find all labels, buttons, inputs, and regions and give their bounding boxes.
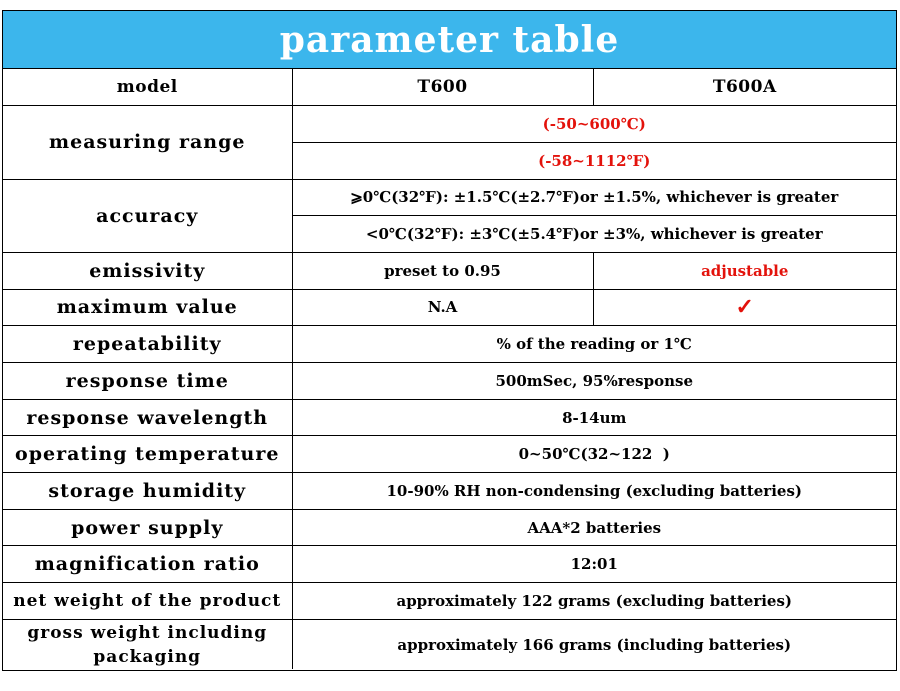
table-row-operating-temperature: [3, 436, 896, 473]
power-supply-label: power supply: [3, 509, 292, 546]
parameter-table-frame: [2, 10, 897, 671]
table-row-gross-weight: [3, 619, 896, 669]
table-row-repeatability: [3, 326, 896, 363]
model-t600-header: T600: [292, 69, 593, 106]
table-row-measuring-range: [3, 106, 896, 143]
table-row-response-wavelength: [3, 399, 896, 436]
maximum-value-t600: N.A: [292, 289, 593, 326]
measuring-range-fahrenheit: (-58~1112℉): [292, 142, 896, 179]
response-wavelength-label: response wavelength: [3, 399, 292, 436]
emissivity-label: emissivity: [3, 252, 292, 289]
table-row-header: [3, 69, 896, 106]
table-row-storage-humidity: [3, 473, 896, 510]
model-t600a-header: T600A: [593, 69, 896, 106]
maximum-value-label: maximum value: [3, 289, 292, 326]
table-row-power-supply: [3, 509, 896, 546]
model-label: model: [3, 69, 292, 106]
operating-temperature-label: operating temperature: [3, 436, 292, 473]
table-row-magnification-ratio: [3, 546, 896, 583]
emissivity-t600a: adjustable: [593, 252, 896, 289]
accuracy-below-zero: <0℃(32℉): ±3℃(±5.4℉)or ±3%, whichever is greater: [292, 216, 896, 253]
measuring-range-celsius: (-50~600℃): [292, 106, 896, 143]
operating-temperature-value: 0~50℃(32~122 ): [292, 436, 896, 473]
power-supply-value: AAA*2 batteries: [292, 509, 896, 546]
net-weight-value: approximately 122 grams (excluding batteries): [292, 583, 896, 620]
response-wavelength-value: 8-14um: [292, 399, 896, 436]
magnification-ratio-label: magnification ratio: [3, 546, 292, 583]
table-title: parameter table: [3, 11, 896, 69]
gross-weight-label: gross weight including packaging: [3, 619, 292, 669]
checkmark-icon: ✓: [593, 289, 896, 326]
table-row-emissivity: [3, 252, 896, 289]
repeatability-label: repeatability: [3, 326, 292, 363]
table-row-net-weight: [3, 583, 896, 620]
table-row-response-time: [3, 363, 896, 400]
measuring-range-label: measuring range: [3, 106, 292, 179]
gross-weight-value: approximately 166 grams (including batteries): [292, 619, 896, 669]
net-weight-label: net weight of the product: [3, 583, 292, 620]
response-time-label: response time: [3, 363, 292, 400]
accuracy-label: accuracy: [3, 179, 292, 252]
magnification-ratio-value: 12:01: [292, 546, 896, 583]
parameter-table: [3, 69, 896, 669]
table-row-accuracy: [3, 179, 896, 216]
repeatability-value: % of the reading or 1℃: [292, 326, 896, 363]
response-time-value: 500mSec, 95%response: [292, 363, 896, 400]
storage-humidity-value: 10-90% RH non-condensing (excluding batteries): [292, 473, 896, 510]
storage-humidity-label: storage humidity: [3, 473, 292, 510]
accuracy-above-zero: ⩾0℃(32℉): ±1.5℃(±2.7℉)or ±1.5%, whichever is greater: [292, 179, 896, 216]
table-row-maximum-value: [3, 289, 896, 326]
emissivity-t600: preset to 0.95: [292, 252, 593, 289]
